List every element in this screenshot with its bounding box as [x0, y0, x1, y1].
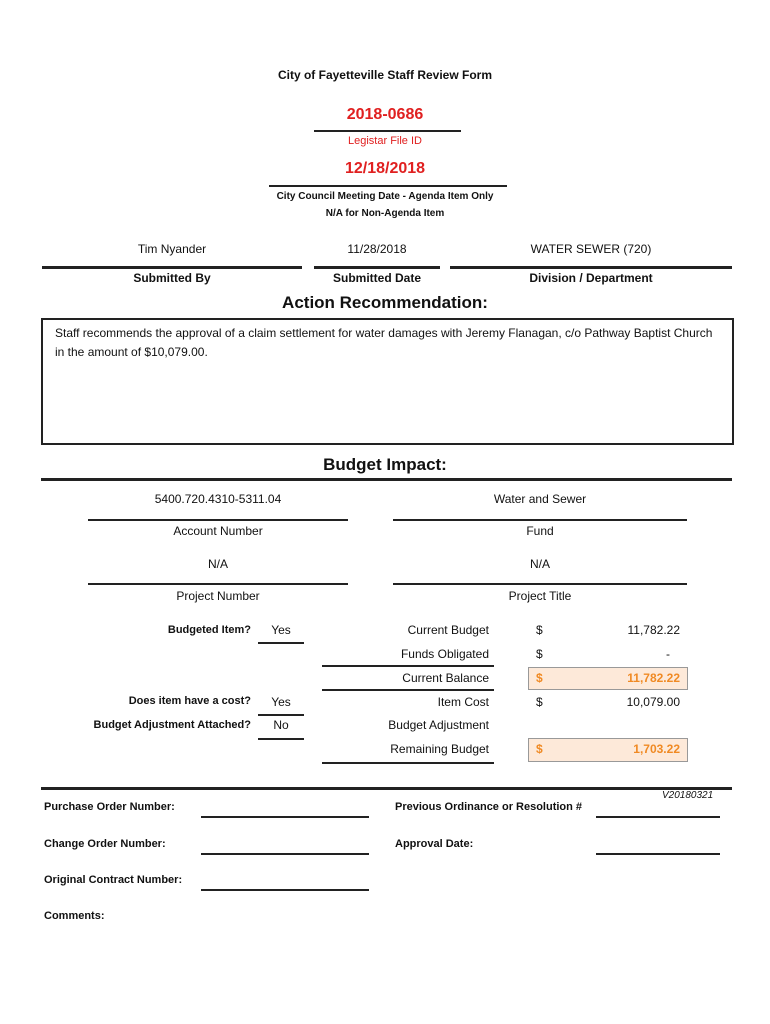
current-budget-currency: $ — [536, 623, 543, 637]
remaining-budget-label: Remaining Budget — [390, 742, 489, 756]
submitted-date-label: Submitted Date — [332, 271, 421, 285]
remaining-budget-amount: 1,703.22 — [633, 742, 680, 756]
purchase-order-field[interactable] — [201, 816, 369, 818]
project-number-value: N/A — [207, 557, 228, 571]
previous-ordinance-field[interactable] — [596, 816, 720, 818]
budget-impact-rule — [41, 478, 732, 481]
has-cost-underline — [258, 714, 304, 716]
has-cost-label: Does item have a cost? — [128, 695, 251, 707]
action-recommendation-heading: Action Recommendation: — [282, 293, 488, 312]
previous-ordinance-label: Previous Ordinance or Resolution # — [395, 801, 583, 813]
project-number-label: Project Number — [176, 589, 260, 603]
current-balance-amount: 11,782.22 — [627, 671, 680, 685]
budgeted-item-label: Budgeted Item? — [167, 624, 251, 636]
project-title-value: N/A — [529, 557, 550, 571]
meeting-date-label: City Council Meeting Date - Agenda Item Only — [276, 191, 494, 202]
account-number-value: 5400.720.4310-5311.04 — [154, 492, 282, 506]
submitted-date-value: 11/28/2018 — [347, 242, 407, 256]
account-number-label: Account Number — [173, 524, 263, 538]
division-value: WATER SEWER (720) — [530, 242, 652, 256]
item-cost-amount: 10,079.00 — [626, 695, 680, 709]
adjustment-attached-label: Budget Adjustment Attached? — [93, 719, 251, 731]
submitted-date-underline — [314, 266, 440, 269]
budget-impact-heading: Budget Impact: — [323, 455, 447, 474]
legistar-file-id-label: Legistar File ID — [348, 135, 422, 147]
submitted-by-value: Tim Nyander — [137, 242, 207, 256]
original-contract-field[interactable] — [201, 889, 369, 891]
remaining-budget-currency: $ — [536, 742, 543, 756]
budgeted-item-underline — [258, 642, 304, 644]
fund-value: Water and Sewer — [493, 492, 587, 506]
account-number-underline — [88, 519, 348, 521]
item-cost-currency: $ — [536, 695, 543, 709]
submitted-by-label: Submitted By — [133, 271, 211, 285]
adjustment-attached-underline — [258, 738, 304, 740]
approval-date-field[interactable] — [596, 853, 720, 855]
action-recommendation-box — [41, 318, 734, 445]
budgeted-item-value: Yes — [271, 623, 291, 637]
project-number-underline — [88, 583, 348, 585]
action-recommendation-text: Staff recommends the approval of a claim settlement for water damages with Jeremy Flanagan, c/o Pathway Baptist Church in the amount of $10,079.00. — [55, 326, 713, 359]
meeting-date-sublabel: N/A for Non-Agenda Item — [325, 208, 445, 219]
form-title: City of Fayetteville Staff Review Form — [277, 68, 493, 82]
approval-date-label: Approval Date: — [395, 838, 474, 850]
budget-adjustment-label: Budget Adjustment — [388, 718, 489, 732]
change-order-label: Change Order Number: — [44, 838, 166, 850]
remaining-budget-rule — [322, 762, 494, 764]
project-title-label: Project Title — [508, 589, 572, 603]
item-cost-label: Item Cost — [437, 695, 489, 709]
legistar-file-id-value: 2018-0686 — [346, 106, 424, 123]
footer-separator — [41, 787, 732, 790]
funds-obligated-amount: - — [666, 647, 670, 661]
comments-label: Comments: — [44, 910, 105, 922]
current-balance-rule — [322, 689, 494, 691]
current-balance-label: Current Balance — [402, 671, 489, 685]
fund-label: Fund — [526, 524, 554, 538]
fund-underline — [393, 519, 687, 521]
version-label: V20180321 — [662, 790, 714, 801]
purchase-order-label: Purchase Order Number: — [44, 801, 175, 813]
current-budget-label: Current Budget — [407, 623, 489, 637]
adjustment-attached-value: No — [273, 718, 289, 732]
original-contract-label: Original Contract Number: — [44, 874, 183, 886]
legistar-underline — [314, 130, 461, 132]
meeting-date-value: 12/18/2018 — [344, 160, 426, 177]
division-underline — [450, 266, 732, 269]
current-balance-currency: $ — [536, 671, 543, 685]
change-order-field[interactable] — [201, 853, 369, 855]
submitted-by-underline — [42, 266, 302, 269]
funds-obligated-currency: $ — [536, 647, 543, 661]
meeting-date-underline — [269, 185, 507, 187]
funds-obligated-label: Funds Obligated — [400, 647, 489, 661]
project-title-underline — [393, 583, 687, 585]
division-label: Division / Department — [529, 271, 653, 285]
funds-obligated-rule — [322, 665, 494, 667]
current-budget-amount: 11,782.22 — [627, 623, 680, 637]
has-cost-value: Yes — [271, 695, 291, 709]
